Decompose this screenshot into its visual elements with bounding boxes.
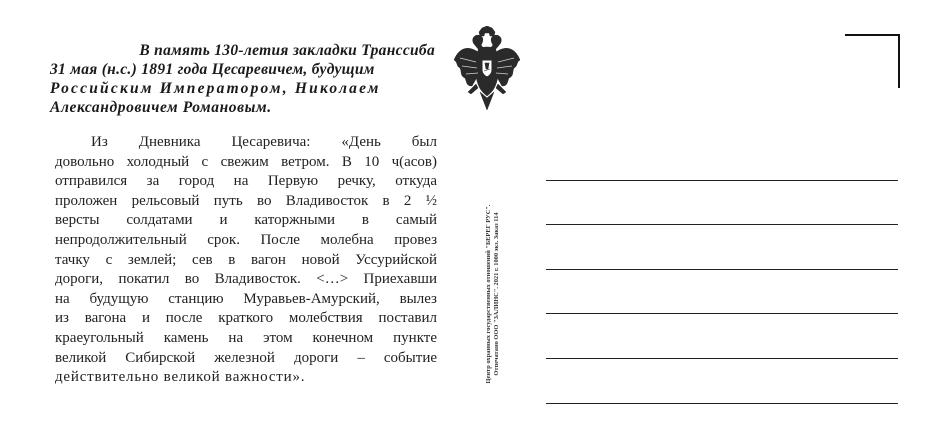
address-line — [546, 313, 898, 314]
quote-line: действительно великой важности». — [55, 369, 306, 386]
address-line — [546, 269, 898, 270]
quote-line: дороги, покатил во Владивосток. <…> Приехавши — [55, 271, 437, 288]
quote-line: тачку с землей; сев в вагон новой Уссурийской — [55, 251, 437, 268]
address-line — [546, 403, 898, 404]
heading-line: Российским Императором, Николаем — [50, 80, 381, 97]
diary-quote — [55, 133, 437, 388]
dedication-heading — [50, 41, 435, 117]
imprint-line: Центр охранных государственных отношений "БЕРЕГ РУС". — [485, 204, 492, 384]
heading-line: 31 мая (н.с.) 1891 года Цесаревичем, будущим — [50, 61, 375, 78]
quote-line: проложен рельсовый путь во Владивосток в 2 ½ — [55, 192, 437, 209]
quote-line: версты солдатами и каторжными в самый — [55, 212, 437, 229]
quote-line: из вагона и после краткого молебствия поставил — [55, 310, 437, 327]
address-line — [546, 180, 898, 181]
publisher-imprint — [485, 184, 505, 404]
quote-line: непродолжительный срок. После молебна провез — [55, 231, 437, 248]
imprint-line: Отпечатано ООО "ЗАЛИНС". 2021 г. 1000 экз. Заказ 114 — [493, 212, 500, 376]
stamp-area-corner — [845, 34, 900, 88]
quote-line: краеугольный камень на этом конечном пункте — [55, 329, 437, 346]
address-line — [546, 358, 898, 359]
address-line — [546, 224, 898, 225]
quote-line: Из Дневника Цесаревича: «День был — [91, 134, 437, 150]
quote-line: довольно холодный с свежим ветром. В 10 ч(асов) — [55, 153, 437, 170]
quote-line: великой Сибирской железной дороги – событие — [55, 349, 437, 366]
heading-line: Александровичем Романовым. — [50, 99, 272, 116]
heading-line: В память 130-летия закладки Транссиба — [139, 42, 435, 59]
quote-line: на будущую станцию Муравьев-Амурский, вылез — [55, 290, 437, 307]
double-headed-eagle-icon — [452, 26, 522, 112]
quote-line: отправился за город на Первую речку, откуда — [55, 173, 437, 190]
